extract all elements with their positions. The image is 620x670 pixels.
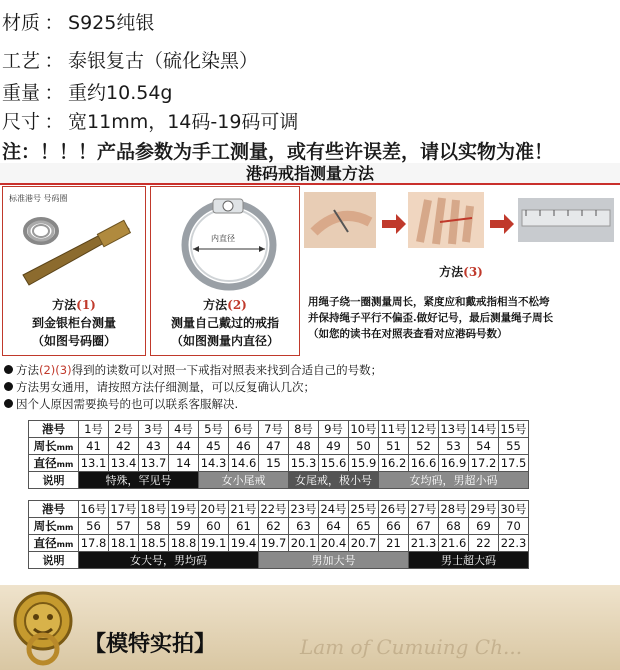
tip-item: 方法(2)(3)得到的读数可以对照一下戒指对照表来找到合适自己的号数； <box>4 362 616 379</box>
table-cell: 14 <box>169 455 199 472</box>
method1-caption-2: 到金银柜台测量 <box>31 316 116 330</box>
table-cell: 42 <box>109 438 139 455</box>
table-cell: 55 <box>499 438 529 455</box>
tip-item: 因个人原因需要换号的也可以联系客服解决. <box>4 396 616 413</box>
table-cell: 16.9 <box>439 455 469 472</box>
table-cell: 9号 <box>319 421 349 438</box>
table-cell: 50 <box>349 438 379 455</box>
table-note-cell: 女均码，男超小码 <box>379 472 529 489</box>
table-cell: 30号 <box>500 502 527 516</box>
table-note-cell: 特殊，罕见号 <box>79 472 199 489</box>
table-cell: 14.3 <box>199 455 229 472</box>
table-cell: 29号 <box>470 502 497 516</box>
spec-value: 宽11mm，14码-19码可调 <box>68 111 299 133</box>
table-row: 说明 女大号，男均码 男加大号 男士超大码 <box>29 552 529 569</box>
table-cell: 22号 <box>260 502 287 516</box>
ring-sizer-label: 标准港号 号码圈 <box>9 194 68 203</box>
method2-caption-3: （如图测量内直径） <box>170 334 279 348</box>
table-cell: 57 <box>109 518 139 535</box>
table-cell: 20.4 <box>319 535 349 552</box>
table-cell: 65 <box>349 518 379 535</box>
table-cell: 18号 <box>140 502 167 516</box>
method1-caption-3: （如图号码圈） <box>31 334 116 348</box>
size-table-2 <box>28 500 529 569</box>
table-cell: 26号 <box>380 502 407 516</box>
table-cell: 17.2 <box>469 455 499 472</box>
table-cell: 19.7 <box>259 535 289 552</box>
table-cell: 17.8 <box>79 535 109 552</box>
table-cell: 25号 <box>350 502 377 516</box>
table-note-cell: 男加大号 <box>259 552 409 569</box>
table-cell: 4号 <box>169 421 199 438</box>
table-cell: 49 <box>319 438 349 455</box>
arrow-icon <box>490 214 514 234</box>
table-cell: 61 <box>229 518 259 535</box>
table-cell: 19号 <box>170 502 197 516</box>
table-cell: 18.1 <box>109 535 139 552</box>
table-note-cell: 女大号，男均码 <box>79 552 259 569</box>
table-cell: 22 <box>469 535 499 552</box>
table-cell: 64 <box>319 518 349 535</box>
table-cell: 45 <box>199 438 229 455</box>
table-cell: 23号 <box>290 502 317 516</box>
table-cell: 19.4 <box>229 535 259 552</box>
table-cell: 17.5 <box>499 455 529 472</box>
table-row: 说明 特殊，罕见号 女小尾戒 女尾戒，极小号 女均码，男超小码 <box>29 472 529 489</box>
method1-caption: 方法(1) <box>52 298 96 312</box>
decorative-script: Lam of Cumuing Ch... <box>300 635 523 659</box>
ring-gauge-rings <box>25 219 57 243</box>
table-cell: 14.6 <box>229 455 259 472</box>
table-row: 周长mm 56 57 58 59 60 61 62 63 64 65 66 67 68 69 70 <box>29 518 529 535</box>
table-cell: 56 <box>79 518 109 535</box>
method2-caption-2: 测量自己戴过的戒指 <box>170 316 279 330</box>
methods-section <box>0 186 620 356</box>
table-cell: 20.1 <box>289 535 319 552</box>
measure-title: 港码戒指测量方法 <box>245 164 374 183</box>
table-cell: 21.6 <box>439 535 469 552</box>
table-cell: 8号 <box>289 421 319 438</box>
table-cell: 17号 <box>110 502 137 516</box>
table-cell: 20.7 <box>349 535 379 552</box>
size-table-1 <box>28 420 529 489</box>
lion-door-knocker-icon <box>6 587 80 667</box>
spec-label: 材质 <box>2 12 41 34</box>
spec-label: 尺寸 <box>2 111 41 133</box>
table-cell: 15.6 <box>319 455 349 472</box>
table-cell: 70 <box>499 518 529 535</box>
table-cell: 14号 <box>470 422 497 436</box>
ring-diameter-illustration <box>151 189 299 299</box>
table-row: 直径mm 13.1 13.4 13.7 14 14.3 14.6 15 15.3 15.6 15.9 16.2 16.6 16.9 17.2 17.5 <box>29 455 529 472</box>
arrow-icon <box>382 214 406 234</box>
table-cell: 62 <box>259 518 289 535</box>
ring-sizer-illustration <box>3 201 145 301</box>
spec-value: 泰银复古（硫化染黑） <box>68 50 259 72</box>
table-row: 港号 16号 17号 18号 19号 20号 21号 22号 23号 24号 25号 26号 27号 28号 29号 30号 <box>29 501 529 518</box>
table-cell: 13号 <box>440 422 467 436</box>
table-cell: 7号 <box>259 421 289 438</box>
table-cell: 18.5 <box>139 535 169 552</box>
inner-diameter-label: 内直径 <box>211 234 235 243</box>
table-cell: 68 <box>439 518 469 535</box>
model-photo-banner <box>0 585 620 670</box>
table-cell: 27号 <box>410 502 437 516</box>
note-label: 注 <box>2 141 22 163</box>
table-cell: 24号 <box>320 502 347 516</box>
table-cell: 67 <box>409 518 439 535</box>
table-note-cell: 女小尾戒 <box>199 472 289 489</box>
table-cell: 43 <box>139 438 169 455</box>
model-photo-title: 【模特实拍】 <box>84 632 217 657</box>
table-cell: 22.3 <box>499 535 529 552</box>
table-cell: 20号 <box>200 502 227 516</box>
table-cell: 3号 <box>139 421 169 438</box>
note-sep: ： <box>21 141 41 163</box>
table-cell: 54 <box>469 438 499 455</box>
table-cell: 2号 <box>109 421 139 438</box>
table-note-cell: 女尾戒，极小号 <box>289 472 379 489</box>
table-cell: 51 <box>379 438 409 455</box>
table-cell: 19.1 <box>199 535 229 552</box>
table-cell: 10号 <box>350 422 377 436</box>
table-cell: 52 <box>409 438 439 455</box>
table-cell: 15 <box>259 455 289 472</box>
table-cell: 21 <box>379 535 409 552</box>
table-cell: 41 <box>79 438 109 455</box>
spec-note <box>2 137 553 164</box>
title-underline <box>0 183 620 185</box>
table-cell: 60 <box>199 518 229 535</box>
table-cell: 15号 <box>500 422 527 436</box>
spec-material: 材质 ： S925纯银 <box>2 8 154 35</box>
table-cell: 66 <box>379 518 409 535</box>
spec-craft: 工艺 ： 泰银复古（硫化染黑） <box>2 46 258 73</box>
table-cell: 46 <box>229 438 259 455</box>
method3-panel <box>304 186 618 356</box>
table-row: 周长mm 41 42 43 44 45 46 47 48 49 50 51 52 53 54 55 <box>29 438 529 455</box>
table-cell: 13.4 <box>109 455 139 472</box>
table-cell: 47 <box>259 438 289 455</box>
tips-list <box>4 362 616 413</box>
table-cell: 53 <box>439 438 469 455</box>
table-cell: 12号 <box>410 422 437 436</box>
table-cell: 15.3 <box>289 455 319 472</box>
table-cell: 21.3 <box>409 535 439 552</box>
method1-panel <box>2 186 146 356</box>
note-value: ！！！产品参数为手工测量，或有些许误差，请以实物为准！ <box>40 141 554 163</box>
spec-label: 工艺 <box>2 50 41 72</box>
table-cell: 69 <box>469 518 499 535</box>
table-cell: 16号 <box>80 502 107 516</box>
method2-panel <box>150 186 300 356</box>
method2-caption: 方法(2) <box>203 298 247 312</box>
table-cell: 44 <box>169 438 199 455</box>
table-cell: 59 <box>169 518 199 535</box>
table-cell: 58 <box>139 518 169 535</box>
spec-value: S925纯银 <box>68 12 155 34</box>
tip-item: 方法男女通用，请按照方法仔细测量，可以反复确认几次； <box>4 379 616 396</box>
string-measure-illustration <box>304 192 618 262</box>
table-cell: 13.1 <box>79 455 109 472</box>
method3-caption: 方法(3) <box>439 265 483 279</box>
spec-value: 重约10.54g <box>68 82 173 104</box>
table-cell: 11号 <box>380 422 407 436</box>
spec-size: 尺寸 ： 宽11mm，14码-19码可调 <box>2 107 298 134</box>
table-cell: 15.9 <box>349 455 379 472</box>
table-cell: 16.6 <box>409 455 439 472</box>
table-cell: 21号 <box>230 502 257 516</box>
table-note-cell: 男士超大码 <box>409 552 529 569</box>
table-cell: 48 <box>289 438 319 455</box>
table-cell: 1号 <box>79 421 109 438</box>
table-cell: 6号 <box>229 421 259 438</box>
measure-title-bar <box>0 163 620 185</box>
table-row: 直径mm 17.8 18.1 18.5 18.8 19.1 19.4 19.7 20.1 20.4 20.7 21 21.3 21.6 22 22.3 <box>29 535 529 552</box>
table-cell: 18.8 <box>169 535 199 552</box>
method3-description: 用绳子绕一圈测量周长，紧度应和戴戒指相当不松垮 并保持绳子平行不偏歪.做好记号，最后测量绳子周长 （如您的读书在对照表查看对应港码号数） <box>308 296 554 340</box>
table-cell: 63 <box>289 518 319 535</box>
table-cell: 13.7 <box>139 455 169 472</box>
table-row: 港号 1号 2号 3号 4号 5号 6号 7号 8号 9号 10号 11号 12号 13号 14号 15号 <box>29 421 529 438</box>
spec-weight: 重量 ： 重约10.54g <box>2 78 172 105</box>
spec-label: 重量 <box>2 82 41 104</box>
table-cell: 5号 <box>199 421 229 438</box>
table-cell: 28号 <box>440 502 467 516</box>
table-cell: 16.2 <box>379 455 409 472</box>
